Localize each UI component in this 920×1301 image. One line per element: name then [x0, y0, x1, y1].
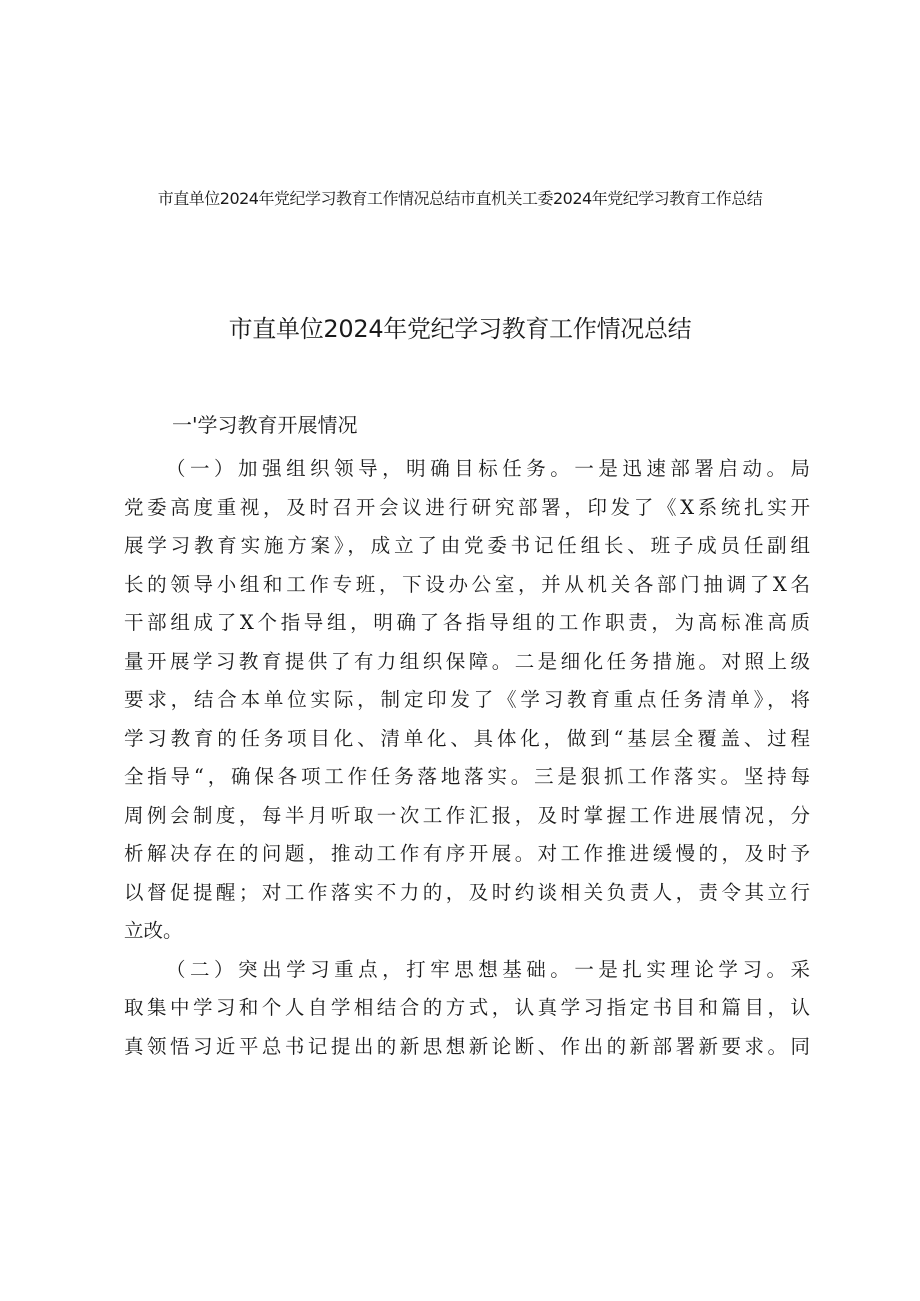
- text-line: 量开展学习教育提供了有力组织保障。二是细化任务措施。对照上级: [124, 649, 810, 673]
- document-body: [124, 450, 810, 1066]
- paragraph-2: [124, 951, 810, 1067]
- text-line: 真领悟习近平总书记提出的新思想新论断、作出的新部署新要求。同: [124, 1034, 810, 1058]
- text-line: 长的领导小组和工作专班，下设办公室，并从机关各部门抽调了X名: [124, 572, 810, 596]
- text-line: 立改。: [124, 919, 183, 942]
- section-heading: 一'学习教育开展情况: [172, 413, 358, 437]
- document-title: 市直单位2024年党纪学习教育工作情况总结: [228, 315, 692, 343]
- text-line: 以督促提醒；对工作落实不力的，及时约谈相关负责人，责令其立行: [124, 880, 810, 904]
- document-header: 市直单位2024年党纪学习教育工作情况总结市直机关工委2024年党纪学习教育工作总结: [157, 189, 763, 208]
- text-line: （二）突出学习重点，打牢思想基础。一是扎实理论学习。采: [166, 957, 810, 981]
- text-line: 全指导“，确保各项工作任务落地落实。三是狠抓工作落实。坚持每: [124, 765, 810, 788]
- text-line: 党委高度重视，及时召开会议进行研究部署，印发了《X系统扎实开: [124, 495, 810, 519]
- text-line: 取集中学习和个人自学相结合的方式，认真学习指定书目和篇目，认: [124, 996, 810, 1019]
- text-line: 周例会制度，每半月听取一次工作汇报，及时掌握工作进展情况，分: [124, 803, 810, 827]
- paragraph-1: [124, 450, 810, 951]
- text-line: 析解决存在的问题，推动工作有序开展。对工作推进缓慢的，及时予: [124, 842, 810, 865]
- text-line: 学习教育的任务项目化、清单化、具体化，做到“基层全覆盖、过程: [124, 726, 810, 750]
- text-line: 展学习教育实施方案》，成立了由党委书记任组长、班子成员任副组: [124, 534, 810, 557]
- text-line: （一）加强组织领导，明确目标任务。一是迅速部署启动。局: [166, 457, 810, 480]
- text-line: 干部组成了X个指导组，明确了各指导组的工作职责，为高标准高质: [124, 611, 810, 634]
- text-line: 要求，结合本单位实际，制定印发了《学习教育重点任务清单》，将: [124, 688, 810, 711]
